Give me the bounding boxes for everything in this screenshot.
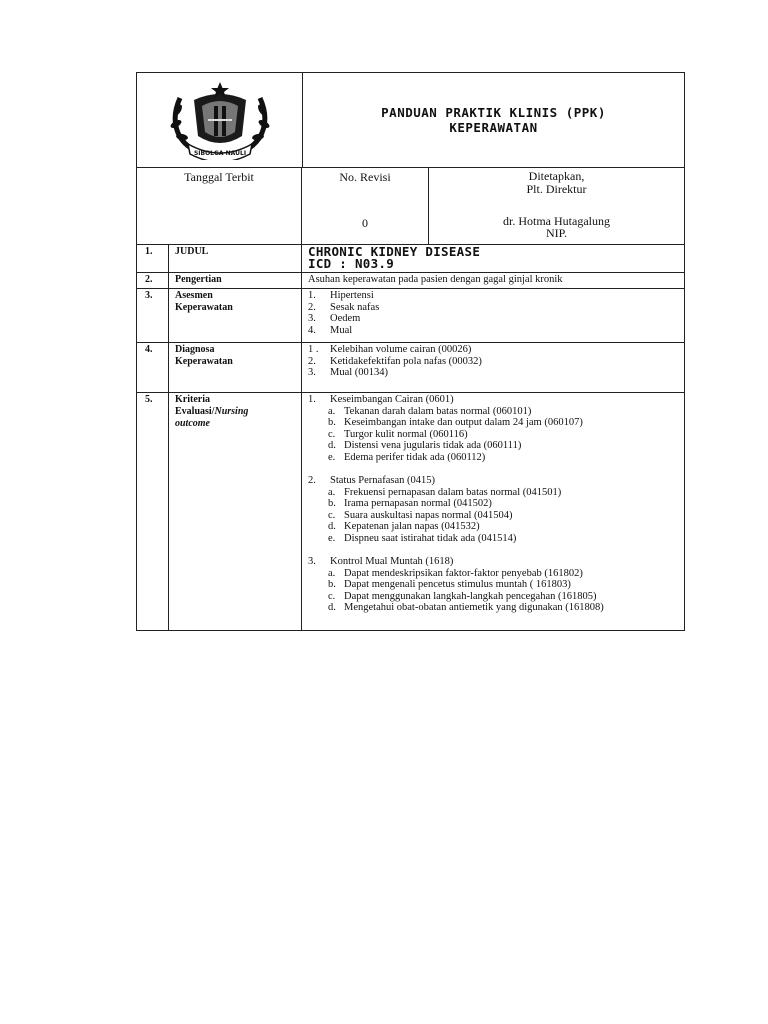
outcome-item-text: Irama pernapasan normal (041502) — [344, 498, 492, 509]
signature-block — [137, 168, 684, 245]
ppk-document — [136, 72, 685, 631]
outcome-group-number: 2. — [308, 475, 316, 486]
row-number: 5. — [137, 393, 169, 630]
list-item-text: Oedem — [330, 313, 361, 324]
title-line-2: KEPERAWATAN — [449, 120, 538, 135]
label-line: Asesmen — [175, 290, 213, 301]
logo-cell — [137, 73, 303, 167]
row-asesmen — [137, 289, 684, 343]
outcome-group-title: Kontrol Mual Muntah (1618) — [330, 556, 454, 567]
label-part: Evaluasi/ — [175, 406, 215, 417]
outcome-item-letter: a. — [328, 567, 336, 579]
list-item — [308, 367, 684, 379]
outcome-item — [328, 452, 684, 464]
outcome-group-heading — [308, 394, 684, 406]
outcome-item-letter: e. — [328, 451, 336, 463]
outcome-item — [328, 533, 684, 545]
outcome-group-number: 1. — [308, 394, 316, 405]
outcome-group — [308, 556, 684, 614]
outcome-item-letter: a. — [328, 405, 336, 417]
outcome-item — [328, 406, 684, 418]
label-line — [175, 406, 301, 418]
outcome-item-text: Suara auskultasi napas normal (041504) — [344, 509, 513, 521]
outcome-item-text: Dispneu saat istirahat tidak ada (041514) — [344, 532, 517, 544]
label-part-italic: Nursing — [214, 406, 249, 417]
judul-value — [302, 245, 684, 272]
outcome-item-letter: e. — [328, 532, 336, 544]
ditetapkan-label: Ditetapkan, — [528, 169, 585, 183]
outcome-group — [308, 394, 684, 463]
outcome-item-letter: d. — [328, 521, 336, 532]
row-label — [169, 343, 302, 392]
label-line: Diagnosa — [175, 344, 215, 355]
row-number: 3. — [137, 289, 169, 342]
list-item-text: Sesak nafas — [330, 301, 380, 313]
outcome-item-text: Distensi vena jugularis tidak ada (060111) — [344, 440, 522, 451]
row-number: 2. — [137, 273, 169, 288]
outcome-group-title: Status Pernafasan (0415) — [330, 475, 435, 486]
jabatan-label: Plt. Direktur — [526, 182, 587, 196]
row-diagnosa — [137, 343, 684, 393]
outcome-item — [328, 487, 684, 499]
outcome-item — [328, 510, 684, 522]
sibolga-emblem-icon — [164, 80, 276, 160]
outcome-group — [308, 475, 684, 544]
list-item — [308, 356, 684, 368]
label-line-italic: outcome — [175, 418, 210, 429]
outcome-item — [328, 591, 684, 603]
row-number: 1. — [137, 245, 169, 272]
list-item — [308, 302, 684, 314]
ditetapkan-cell — [429, 168, 684, 244]
outcome-item-text: Edema perifer tidak ada (060112) — [344, 451, 486, 463]
list-item-number: 1. — [308, 290, 316, 301]
outcome-item-letter: c. — [328, 590, 336, 602]
list-item-text: Mual — [330, 324, 353, 336]
outcome-item-letter: b. — [328, 417, 336, 428]
list-item-number: 3. — [308, 313, 316, 324]
outcome-item — [328, 568, 684, 580]
document-header — [137, 73, 684, 168]
row-label — [169, 393, 302, 630]
tanggal-terbit-label: Tanggal Terbit — [184, 170, 254, 184]
outcome-group-title: Keseimbangan Cairan (0601) — [330, 394, 454, 405]
outcome-item — [328, 429, 684, 441]
row-kriteria — [137, 393, 684, 630]
row-number: 4. — [137, 343, 169, 392]
list-item — [308, 344, 684, 356]
outcome-item — [328, 417, 684, 429]
row-label: JUDUL — [169, 245, 302, 272]
tanggal-terbit-cell — [137, 168, 302, 244]
row-label — [169, 289, 302, 342]
outcome-item-text: Keseimbangan intake dan output dalam 24 jam (060107) — [344, 417, 583, 428]
row-pengertian — [137, 273, 684, 289]
list-item-text: Kelebihan volume cairan (00026) — [330, 344, 472, 355]
list-item — [308, 325, 684, 337]
outcome-item-letter: b. — [328, 498, 336, 509]
list-item-number: 1 . — [308, 344, 319, 355]
label-line: Kriteria — [175, 394, 210, 405]
outcome-item-letter: c. — [328, 428, 336, 440]
outcome-item — [328, 440, 684, 452]
direktur-name: dr. Hotma Hutagalung — [503, 214, 610, 228]
no-revisi-cell — [302, 168, 429, 244]
outcome-item-text: Tekanan darah dalam batas normal (060101) — [344, 405, 532, 417]
list-item — [308, 290, 684, 302]
outcome-item-text: Turgor kulit normal (060116) — [344, 428, 468, 440]
list-item-number: 2. — [308, 301, 316, 313]
label-line: Keperawatan — [175, 302, 233, 313]
outcome-item-text: Mengetahui obat-obatan antiemetik yang digunakan (161808) — [344, 602, 604, 613]
outcome-item-text: Frekuensi pernapasan dalam batas normal (041501) — [344, 486, 562, 498]
outcome-item-text: Kepatenan jalan napas (041532) — [344, 521, 480, 532]
emblem-banner-text: SIBOLGA NAULI — [193, 150, 246, 157]
list-item-number: 3. — [308, 367, 316, 378]
outcome-group-heading — [308, 556, 684, 568]
list-item-text: Hipertensi — [330, 290, 374, 301]
outcome-item-text: Dapat mengenali pencetus stimulus muntah ( 161803) — [344, 579, 571, 590]
outcome-item-letter: c. — [328, 509, 336, 521]
outcome-item-letter: b. — [328, 579, 336, 590]
row-label: Pengertian — [169, 273, 302, 288]
judul-title: CHRONIC KIDNEY DISEASE — [308, 244, 481, 259]
diagnosa-list — [302, 343, 684, 392]
pengertian-value: Asuhan keperawatan pada pasien dengan gagal ginjal kronik — [308, 274, 563, 285]
kriteria-list — [302, 393, 684, 630]
no-revisi-value: 0 — [362, 216, 368, 230]
outcome-item — [328, 521, 684, 533]
list-item — [308, 313, 684, 325]
no-revisi-label: No. Revisi — [339, 170, 391, 184]
outcome-item-text: Dapat mendeskripsikan faktor-faktor penyebab (161802) — [344, 567, 583, 579]
list-item-number: 4. — [308, 324, 316, 336]
outcome-item-letter: a. — [328, 486, 336, 498]
document-title — [303, 73, 684, 167]
nip-label: NIP. — [545, 226, 567, 240]
outcome-item-letter: d. — [328, 440, 336, 451]
row-judul — [137, 245, 684, 273]
outcome-item — [328, 602, 684, 614]
list-item-text: Ketidakefektifan pola nafas (00032) — [330, 355, 482, 367]
list-item-number: 2. — [308, 355, 316, 367]
outcome-item-text: Dapat menggunakan langkah-langkah pencegahan (161805) — [344, 590, 597, 602]
title-line-1: PANDUAN PRAKTIK KLINIS (PPK) — [381, 105, 606, 120]
outcome-item — [328, 579, 684, 591]
label-line: Keperawatan — [175, 356, 233, 367]
list-item-text: Mual (00134) — [330, 367, 389, 378]
outcome-group-number: 3. — [308, 556, 316, 567]
outcome-item — [328, 498, 684, 510]
judul-icd: ICD : N03.9 — [308, 255, 395, 271]
outcome-item-letter: d. — [328, 602, 336, 613]
outcome-group-heading — [308, 475, 684, 487]
asesmen-list — [302, 289, 684, 342]
